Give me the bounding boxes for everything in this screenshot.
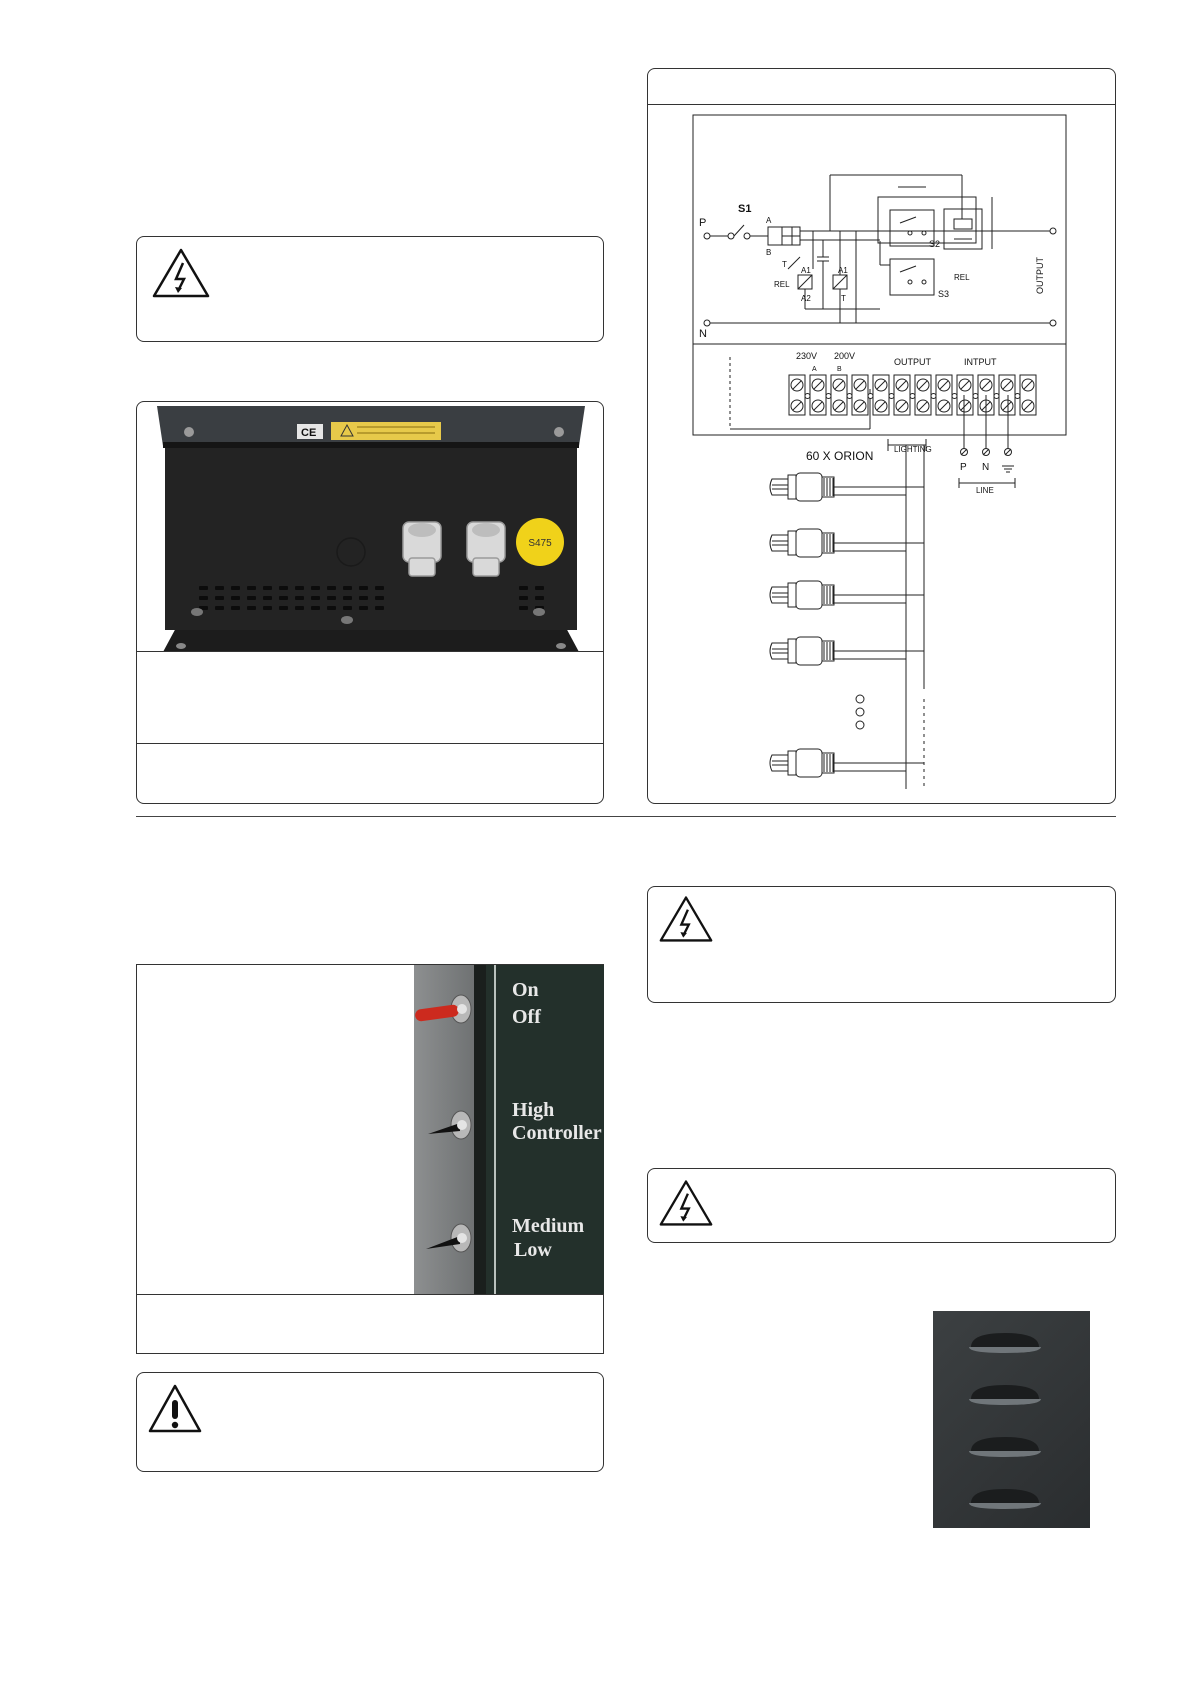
label-p-line: P (960, 462, 967, 473)
label-230v: 230V (796, 351, 818, 361)
switch-label-controller: Controller (512, 1122, 602, 1144)
label-a2: A2 (801, 294, 811, 303)
svg-text:CE: CE (301, 427, 317, 439)
electric-hazard-icon (658, 893, 714, 945)
switch-label-on: On (512, 979, 539, 1001)
vent-slots-photo (933, 1311, 1090, 1528)
label-t1: T (782, 260, 787, 269)
caution-box (136, 1372, 604, 1472)
warning-box-electric-3 (647, 1168, 1116, 1243)
label-term-a: A (812, 366, 817, 373)
label-output-vertical: OUTPUT (1035, 257, 1045, 294)
switch-label-low: Low (514, 1239, 552, 1261)
switch-label-high: High (512, 1099, 555, 1121)
label-a1-left: A1 (801, 266, 811, 275)
label-b: B (766, 248, 772, 257)
label-rel-left: REL (774, 280, 790, 289)
electric-hazard-icon (658, 1177, 714, 1229)
lamp-symbol (770, 637, 924, 665)
electric-hazard-icon (151, 247, 211, 299)
label-n-in: N (699, 328, 707, 340)
label-lighting: LIGHTING (894, 445, 932, 454)
product-photo-box (136, 401, 604, 804)
label-term-b: B (837, 366, 842, 373)
label-s3: S3 (938, 289, 950, 299)
switch-panel-box (136, 964, 604, 1354)
lamp-symbol (770, 473, 924, 501)
label-rel-right: REL (954, 273, 970, 282)
section-divider (136, 816, 1116, 817)
label-output-header: OUTPUT (894, 357, 931, 367)
wiring-diagram-box (647, 68, 1116, 804)
label-input-header: INTPUT (964, 357, 997, 367)
warning-box-electric-1 (136, 236, 604, 342)
label-a1-right: A1 (838, 266, 848, 275)
label-s2: S2 (929, 239, 941, 249)
label-200v: 200V (834, 351, 856, 361)
control-box-photo (147, 404, 595, 658)
label-a: A (766, 216, 772, 225)
label-s1: S1 (738, 203, 752, 215)
switch-label-off: Off (512, 1006, 541, 1028)
switch-panel-photo (414, 965, 604, 1294)
caution-icon (147, 1383, 203, 1435)
lamp-symbol (770, 581, 924, 609)
label-p-in: P (699, 217, 707, 229)
label-t2: T (841, 294, 846, 303)
switch-label-medium: Medium (512, 1215, 585, 1237)
label-lamps-title: 60 X ORION (806, 449, 874, 463)
lamp-symbol (770, 749, 924, 777)
label-n-line: N (982, 462, 990, 473)
label-line: LINE (976, 486, 994, 495)
sticker-text: S475 (528, 538, 552, 549)
lamp-symbol (770, 529, 924, 557)
warning-box-electric-2 (647, 886, 1116, 1003)
wiring-diagram (648, 69, 1115, 803)
